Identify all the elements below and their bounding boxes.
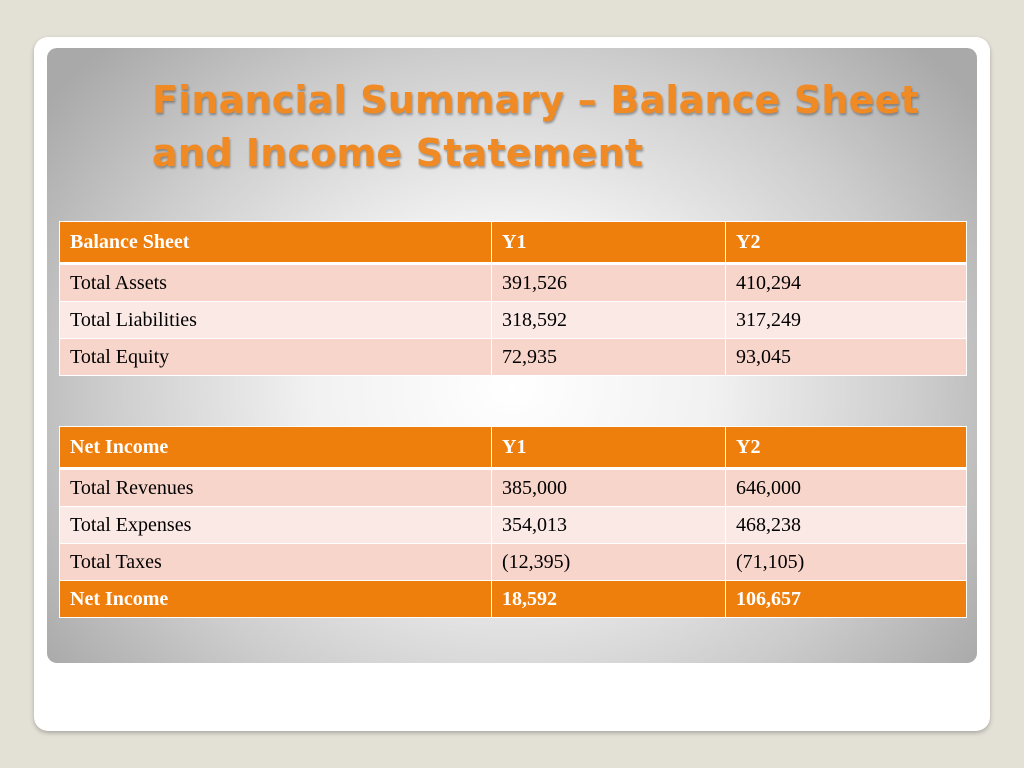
balance-sheet-table [59,221,967,376]
column-header: Y1 [492,427,726,469]
cell-value: 72,935 [492,339,726,376]
column-header: Y2 [726,222,967,264]
row-label: Total Assets [60,264,492,302]
cell-value: (71,105) [726,544,967,581]
cell-value: 317,249 [726,302,967,339]
cell-value: 354,013 [492,507,726,544]
row-label: Total Revenues [60,469,492,507]
cell-value: 385,000 [492,469,726,507]
cell-value: 106,657 [726,581,967,618]
table-row [60,339,967,376]
row-label: Total Equity [60,339,492,376]
net-income-total-row [60,581,967,618]
cell-value: 468,238 [726,507,967,544]
table-row [60,507,967,544]
table-row [60,469,967,507]
cell-value: 318,592 [492,302,726,339]
income-statement-table [59,426,967,618]
table-header-row [60,222,967,264]
column-header: Net Income [60,427,492,469]
cell-value: 646,000 [726,469,967,507]
row-label: Total Liabilities [60,302,492,339]
table-header-row [60,427,967,469]
table-row [60,264,967,302]
column-header: Y2 [726,427,967,469]
column-header: Y1 [492,222,726,264]
column-header: Balance Sheet [60,222,492,264]
cell-value: 18,592 [492,581,726,618]
cell-value: (12,395) [492,544,726,581]
slide-title: Financial Summary – Balance Sheet and Income Statement [152,78,919,175]
row-label: Net Income [60,581,492,618]
row-label: Total Taxes [60,544,492,581]
cell-value: 410,294 [726,264,967,302]
table-row [60,544,967,581]
cell-value: 391,526 [492,264,726,302]
table-row [60,302,967,339]
row-label: Total Expenses [60,507,492,544]
cell-value: 93,045 [726,339,967,376]
